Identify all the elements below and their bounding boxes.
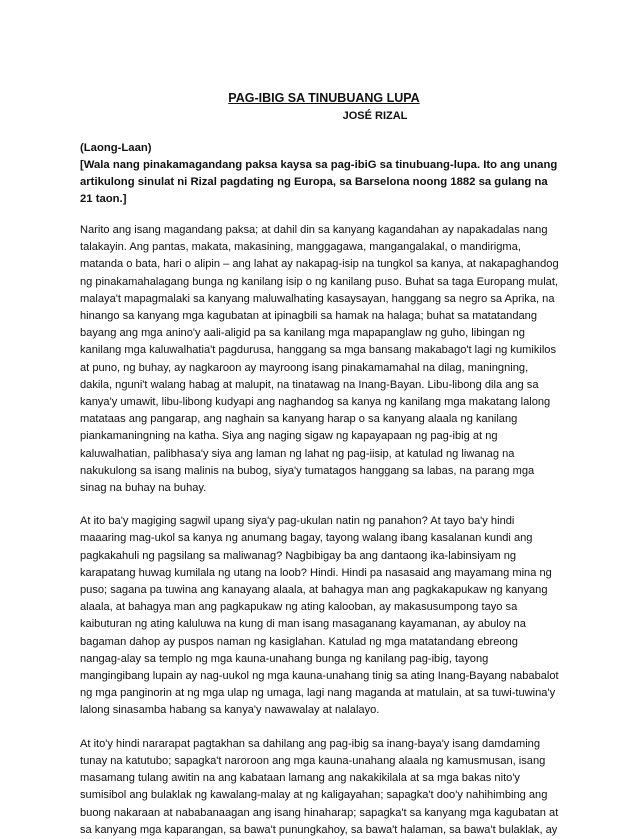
paragraph-1: Narito ang isang magandang paksa; at dahil din sa kanyang kagandahan ay napakadalas nang talakayin. Ang pantas, makata, makasining, manggagawa, mangangalakal, o mandirigma, matanda o bata, hari o alipin – ang lahat ay nakapag-isip na tungkol sa kanya, at nakapaghandog ng pinakamahalagang bunga ng kanilang isip o ng kanilang puso. Buhat sa taga Europang mulat, malaya't mapagmalaki sa kanyang maluwalhating kasaysayan, hanggang sa negro sa Aprika, na hinango sa kanyang mga kagubatan at ipinagbili sa hamak na halaga; buhat sa matatandang bayang ang mga anino'y aali-aligid pa sa kanilang mga mapapanglaw ng guho, libingan ng kanilang mga kaluwalhatia't pagdurusa, hanggang sa mga bansang makabago't lagi ng kumikilos at puno, ng buhay, ay nagkaroon ay mayroong isang pinakamamahal na dilag, maningning, dakila, nguni't walang habag at malupit, na tinatawag na Inang-Bayan. Libu-libong dila ang sa kanya'y umawit, libu-libong kudyapi ang naghandog sa kanya ng kanilang mga makatang lalong matataas ang pangarap, ang naghain sa kanyang harap o sa kanyang alaala ng kanilang piankamaningning na katha. Siya ang naging sigaw ng kapayapaan ng pag-ibig at ng kaluwalhatian, palibhasa'y siya ang laman ng lahat ng pag-iisip, at katulad ng liwanag na nakukulong sa isang malinis na bubog, siya'y tumatagos hanggang sa labas, na parang mga sinag na buhay na buhay. <box>80 224 559 495</box>
document-author: JOSÉ RIZAL <box>342 110 408 122</box>
pen-name: (Laong-Laan) <box>80 142 152 154</box>
document-body <box>80 90 560 839</box>
paragraph-3: At ito'y hindi nararapat pagtakhan sa dahilang ang pag-ibig sa inang-baya'y isang damdaming tunay na katutubo; sapagka't naroroon ang mga kauna-unahang alaala ng kamusmusan, isang masamang tulang awitin na ang kabataan lamang ang nakakikilala at sa mga bakas nito'y sumisibol ang bulaklak ng kawalang-malay at ng kaligayahan; sapagka't doo'y nahihimbing ang buong nakaraan at nababanaagan ang isang hinaharap; sapagka't sa kanyang mga kagubatan at sa kanyang mga kaparangan, sa bawa't punungkahoy, sa bawa't halaman, sa bawa't bulaklak, ay <box>80 737 559 836</box>
paragraph-2: At ito ba'y magiging sagwil upang siya'y pag-ukulan natin ng panahon? At tayo ba'y hindi maaaring mag-ukol sa kanya ng anumang bagay, tayong walang ibang kasalanan kundi ang pagkakahuli ng pagsilang sa maliwanag? Nagbibigay ba ang dantaong ika-labinsiyam ng karapatang huwag kumilala ng utang na loob? Hindi. Hindi pa nasasaid ang mayamang mina ng puso; sagana pa tuwina ang kanayang alaala, at bahagya man ang pagkakapukaw ng kanyang alaala, at bahagya man ang pagkapukaw ng ating kalooban, ay makasusumpong tayo sa kaibuturan ng ating kaluluwa na kung di man isang masaganang kayamanan, ay abuloy na bagaman dahop ay puspos naman ng kasiglahan. Katulad ng mga matatandang ebreong nangag-alay sa templo ng mga kauna-unahang bunga ng kanilang pag-ibig, tayong mangingibang lupain ay nag-uukol ng mga kauna-unahang tinig sa ating Inang-Bayang nababalot ng mga panginorin at ng mga ulap ng umaga, lagi nang maganda at matulain, at sa tuwi-tuwina'y lalong sinasamba habang sa kanya'y nawawalay at nalalayo. <box>80 515 559 717</box>
header-note <box>80 140 560 208</box>
bracket-note: [Wala nang pinakamagandang paksa kaysa sa pag-ibiG sa tinubuang-lupa. Ito ang unang artikulong sinulat ni Rizal pagdating ng Europa, sa Barselona noong 1882 sa gulang na 21 taon.] <box>80 159 558 205</box>
document-title: PAG-IBIG SA TINUBUANG LUPA <box>228 91 420 105</box>
